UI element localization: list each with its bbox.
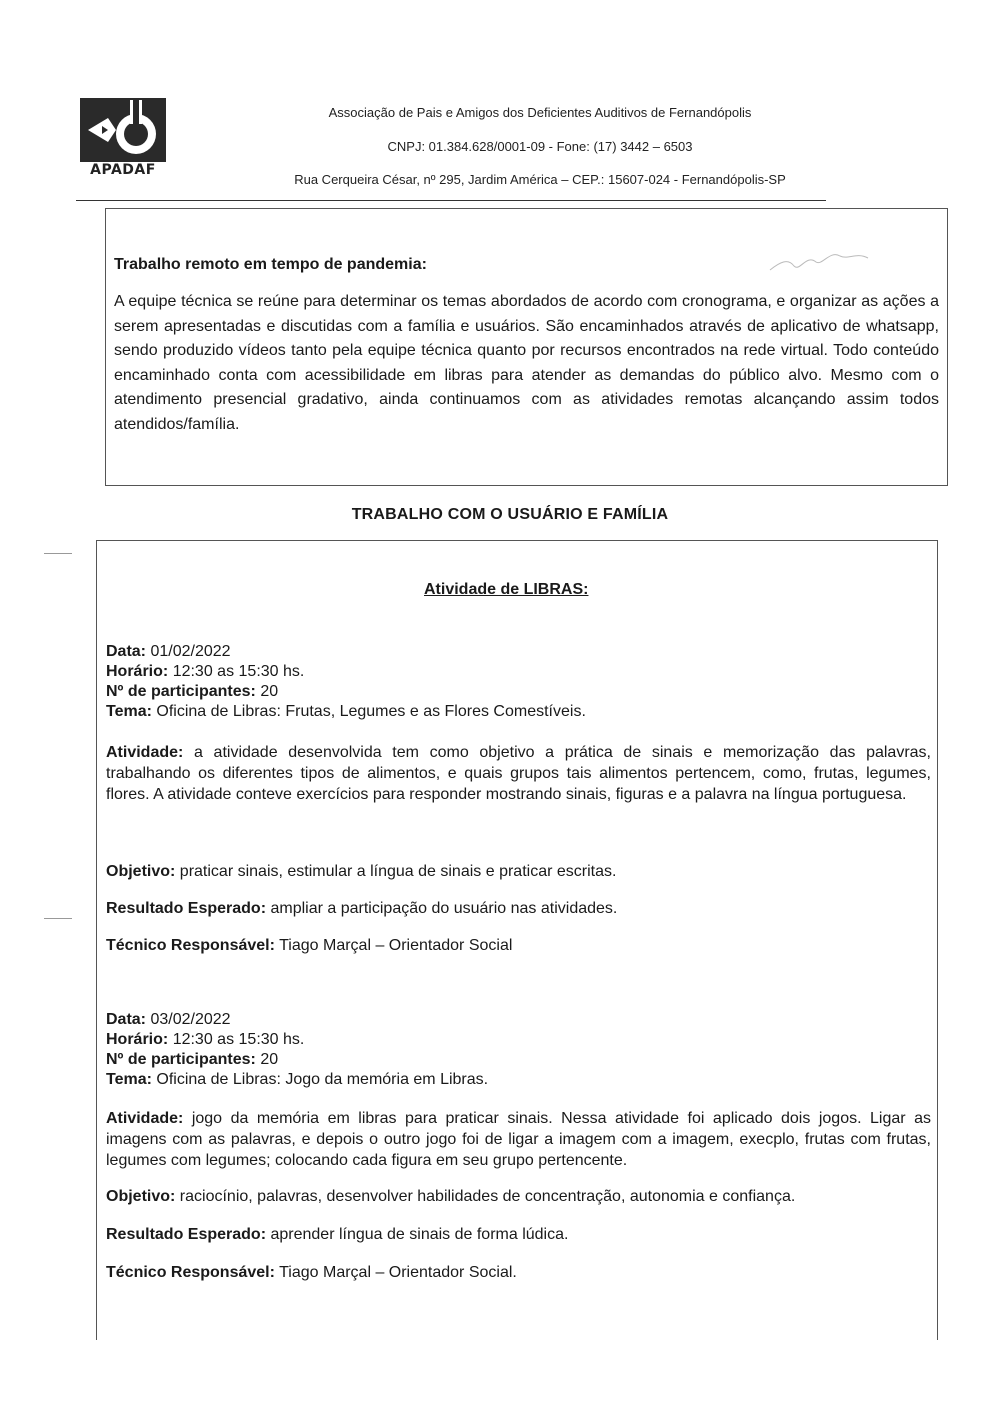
section-title: TRABALHO COM O USUÁRIO E FAMÍLIA [351,506,669,523]
entry-activity: Atividade: jogo da memória em libras para praticar sinais. Nessa atividade foi aplicado dois jogos. Ligar as imagens com as palavras, e depois o outro jogo foi de ligar a imagem com a imagem, execplo, frutas com frutas, legumes com legumes; colocando cada figura em seu grupo pertencente. [106,1110,931,1169]
entry-activity: Atividade: a atividade desenvolvida tem como objetivo a prática de sinais e memorização das palavras, trabalhando os diferentes tipos de alimentos, e quais grupos tais alimentos pertencem, como, frutas, legumes, flores. A atividade conteve exercícios para responder mostrando sinais, figuras e a palavra na língua portuguesa. [106,744,931,803]
org-name: Associação de Pais e Amigos dos Deficientes Auditivos de Fernandópolis [328,105,752,120]
address: Rua Cerqueira César, nº 295, Jardim América – CEP.: 15607-024 - Fernandópolis-SP [294,172,786,187]
entry-date: Data: 03/02/2022 [106,1011,231,1028]
entry-time: Horário: 12:30 as 15:30 hs. [106,663,305,680]
entry-participants: Nº de participantes: 20 [106,683,279,700]
entry-technician: Técnico Responsável: Tiago Marçal – Orientador Social. [106,1264,517,1281]
entry-participants: Nº de participantes: 20 [106,1051,279,1068]
entry-theme: Tema: Oficina de Libras: Jogo da memória em Libras. [106,1071,489,1088]
logo-text: APADAF [90,162,156,178]
signature-mark [760,232,880,282]
entry-time: Horário: 12:30 as 15:30 hs. [106,1031,305,1048]
remote-work-body: A equipe técnica se reúne para determinar os temas abordados de acordo com cronograma, e organizar as ações a serem apresentadas e discutidas com a família e usuários. São encaminhados através de aplicativo de whatsapp, sendo produzido vídeos tanto pela equipe técnica quanto por recursos encontrados na rede virtual. Todo conteúdo encaminhado conta com acessibilidade em libras para atender as demandas do público alvo. Mesmo com o atendimento presencial gradativo, ainda continuamos com as atividades remotas alcançando assim todos atendidos/família. [114,293,939,433]
margin-mark [44,918,72,919]
activity-title: Atividade de LIBRAS: [424,581,589,598]
header-divider [76,200,826,201]
entry-expected-result: Resultado Esperado: ampliar a participação do usuário nas atividades. [106,900,618,917]
entry-objective: Objetivo: praticar sinais, estimular a língua de sinais e praticar escritas. [106,863,617,880]
entry-objective: Objetivo: raciocínio, palavras, desenvolver habilidades de concentração, autonomia e confiança. [106,1188,796,1205]
remote-work-title: Trabalho remoto em tempo de pandemia: [114,256,427,273]
entry-theme: Tema: Oficina de Libras: Frutas, Legumes e as Flores Comestíveis. [106,703,586,720]
entry-expected-result: Resultado Esperado: aprender língua de sinais de forma lúdica. [106,1226,569,1243]
entry-date: Data: 01/02/2022 [106,643,231,660]
cnpj-phone: CNPJ: 01.384.628/0001-09 - Fone: (17) 3442 – 6503 [387,139,693,154]
entry-technician: Técnico Responsável: Tiago Marçal – Orientador Social [106,937,513,954]
margin-mark [44,553,72,554]
